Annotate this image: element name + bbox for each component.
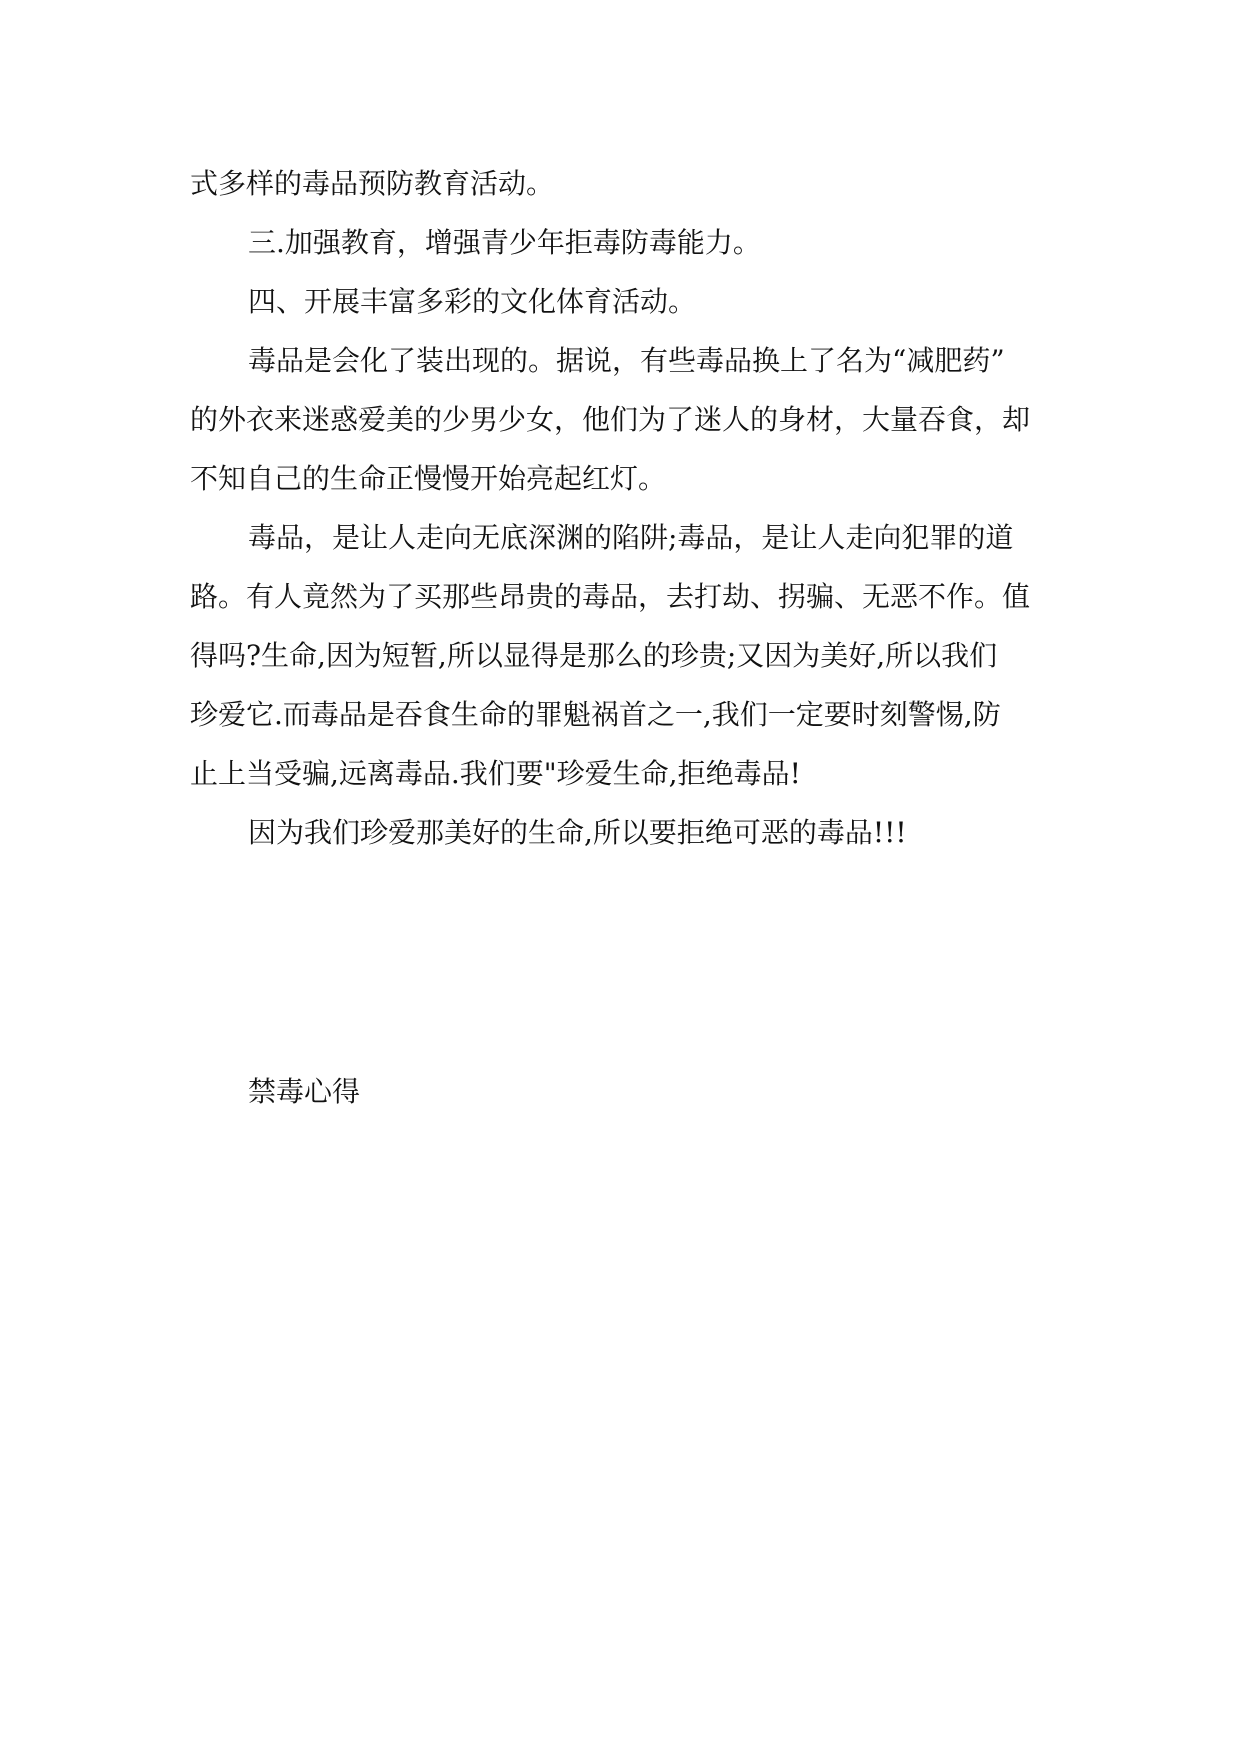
text-line: 三.加强教育，增强青少年拒毒防毒能力。 — [248, 226, 761, 259]
paragraph — [190, 272, 1070, 331]
document-body — [190, 154, 1070, 862]
paragraph — [190, 213, 1070, 272]
text-line: 的外衣来迷惑爱美的少男少女，他们为了迷人的身材，大量吞食，却 — [190, 403, 1031, 436]
text-line: 得吗?生命,因为短暂,所以显得是那么的珍贵;又因为美好,所以我们 — [190, 639, 998, 672]
closing-title: 禁毒心得 — [248, 1075, 361, 1108]
text-line: 四、开展丰富多彩的文化体育活动。 — [248, 285, 697, 318]
paragraph — [190, 803, 1070, 862]
paragraph — [190, 508, 1070, 803]
text-line: 不知自己的生命正慢慢开始亮起红灯。 — [190, 462, 667, 495]
text-line: 式多样的毒品预防教育活动。 — [190, 167, 555, 200]
text-line: 珍爱它.而毒品是吞食生命的罪魁祸首之一,我们一定要时刻警惕,防 — [190, 698, 1001, 731]
text-line: 毒品是会化了装出现的。据说，有些毒品换上了名为“减肥药” — [248, 344, 1005, 377]
text-line: 止上当受骗,远离毒品.我们要"珍爱生命,拒绝毒品! — [190, 757, 801, 790]
paragraph — [190, 154, 1070, 213]
text-line: 因为我们珍爱那美好的生命,所以要拒绝可恶的毒品!!! — [248, 816, 907, 849]
text-line: 路。有人竟然为了买那些昂贵的毒品，去打劫、拐骗、无恶不作。值 — [190, 580, 1031, 613]
text-line: 毒品，是让人走向无底深渊的陷阱;毒品，是让人走向犯罪的道 — [248, 521, 1014, 554]
paragraph — [190, 331, 1070, 508]
